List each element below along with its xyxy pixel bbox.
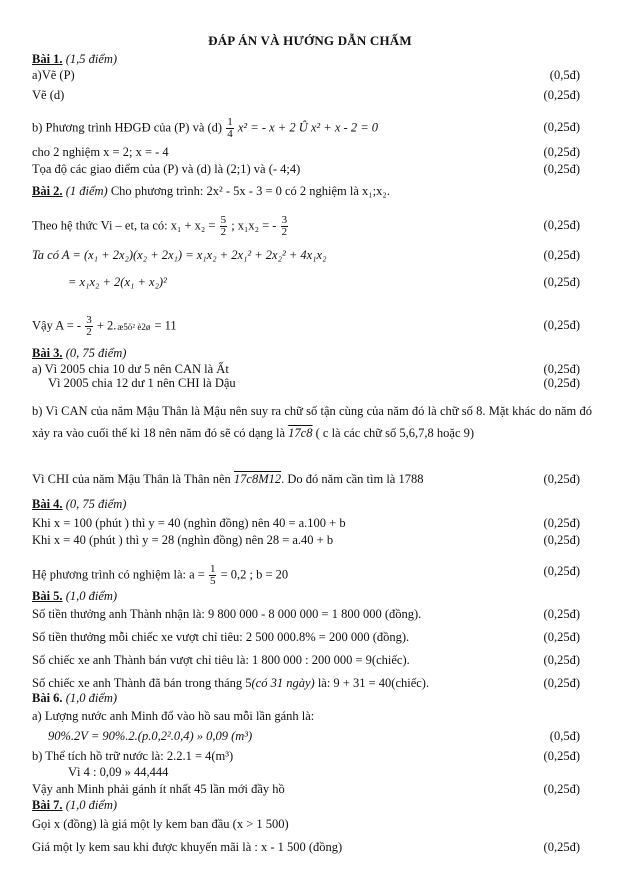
b3-p1-text: b) Vì CAN của năm Mậu Thân là Mậu nên suy ra chữ số tận cùng của năm đó là chữ số 8. Mặt khác do năm đó xảy ra vào cuối thế kỉ 18 nên năm đó sẽ có dạng là — [32, 404, 592, 440]
b6-b-score: (0,25đ) — [543, 749, 580, 763]
b6-head: Bài 6. — [32, 691, 63, 705]
b3-a2: Vì 2005 chia 12 dư 1 nên CHI là Dậu — [48, 376, 236, 390]
b3-a2-score: (0,25đ) — [543, 376, 580, 390]
b6-heading — [32, 691, 552, 706]
b2-a3-score: (0,25đ) — [543, 318, 580, 332]
b5-r3-score: (0,25đ) — [543, 653, 580, 667]
b4-r3-post: = 0,2 ; b = 20 — [220, 567, 289, 582]
b3-heading — [32, 346, 552, 361]
b5-r2-score: (0,25đ) — [543, 630, 580, 644]
b7-points: (1,0 điểm) — [62, 798, 118, 812]
b1-c: cho 2 nghiệm x = 2; x = - 4 — [32, 145, 169, 159]
b2-a2: = x₁x₂ + 2(x₁ + x₂)² — [68, 275, 167, 289]
b7-head: Bài 7. — [32, 798, 63, 812]
b2-heading — [32, 184, 552, 199]
b7-r1: Gọi x (đồng) là giá một ly kem ban đầu (x > 1 500) — [32, 817, 289, 831]
b4-heading — [32, 497, 552, 512]
b2-vieta — [32, 215, 552, 238]
b5-points: (1,0 điểm) — [62, 589, 118, 603]
b4-points: (0, 75 điểm) — [62, 497, 127, 511]
b4-head: Bài 4. — [32, 497, 63, 511]
b7-heading — [32, 798, 552, 813]
b3-para-2 — [32, 472, 552, 487]
b1-a2-score: (0,25đ) — [543, 88, 580, 102]
b5-head: Bài 5. — [32, 589, 63, 603]
frac-1-4: $\frac{1}{4}$ — [227, 116, 233, 140]
b3-p1-tail: ( c là các chữ số 5,6,7,8 hoặc 9) — [312, 426, 475, 440]
frac-3-2b: $\frac{3}{2}$ — [86, 314, 92, 338]
b4-r1-score: (0,25đ) — [543, 516, 580, 530]
b2-a3-stack: æ5ö² è2ø — [117, 321, 151, 332]
b1-b-score: (0,25đ) — [543, 120, 580, 134]
b5-r3: Số chiếc xe anh Thành bán vượt chỉ tiêu là: 1 800 000 : 200 000 = 9(chiếc). — [32, 653, 410, 667]
b5-r2: Số tiền thưởng mỗi chiếc xe vượt chỉ tiêu: 2 500 000.8% = 200 000 (đồng). — [32, 630, 410, 644]
b7-r2: Giá một ly kem sau khi được khuyến mãi là : x - 1 500 (đồng) — [32, 840, 343, 854]
b2-a3 — [32, 315, 552, 338]
b2-intro: Cho phương trình: 2x² - 5x - 3 = 0 có 2 nghiệm là x₁;x₂. — [107, 184, 390, 198]
b2-a2-score: (0,25đ) — [543, 275, 580, 289]
b5-r4-score: (0,25đ) — [543, 676, 580, 690]
b6-a-eq: 90%.2V = 90%.2.(p.0,2².0,4) » 0,09 (m³) — [48, 729, 253, 743]
b4-r3 — [32, 564, 552, 587]
b1-a2: Vẽ (d) — [32, 88, 65, 102]
b3-p2-score: (0,25đ) — [543, 472, 580, 486]
b2-a3-post: = 11 — [154, 318, 177, 333]
page-title: ĐÁP ÁN VÀ HƯỚNG DẪN CHẤM — [208, 33, 412, 48]
b5-r4 — [32, 676, 552, 691]
b1-a1: a)Vẽ (P) — [32, 68, 75, 82]
b6-b: b) Thể tích hồ trữ nước là: 2.2.1 = 4(m³) — [32, 749, 234, 763]
frac-3-2: $\frac{3}{2}$ — [281, 214, 288, 238]
b6-c: Vậy anh Minh phải gánh ít nhất 45 lần mới đầy hồ — [32, 782, 285, 796]
b7-r2-score: (0,25đ) — [543, 840, 580, 854]
b2-a3-pre: Vậy A = - — [32, 318, 82, 333]
b3-p2-tail: . Do đó năm cần tìm là 1788 — [281, 472, 424, 486]
b6-points: (1,0 điểm) — [62, 691, 118, 705]
b5-r1-score: (0,25đ) — [543, 607, 580, 621]
b2-vieta-score: (0,25đ) — [543, 218, 580, 232]
b1-b-pre: b) Phương trình HĐGĐ của (P) và (d) — [32, 120, 223, 135]
b5-heading — [32, 589, 552, 604]
b1-heading — [32, 52, 552, 67]
b2-a3-plus: + 2. — [96, 318, 117, 333]
frac-1-5: $\frac{1}{5}$ — [209, 563, 216, 587]
b2-a1-score: (0,25đ) — [543, 248, 580, 262]
b3-p2-overline: 17c8M12 — [233, 472, 282, 486]
b6-a: a) Lượng nước anh Minh đổ vào hồ sau mỗi lần gánh là: — [32, 709, 315, 723]
b4-r1: Khi x = 100 (phút ) thì y = 40 (nghìn đồng) nên 40 = a.100 + b — [32, 516, 346, 530]
b5-r4-pre: Số chiếc xe anh Thành đã bán trong tháng 5 — [32, 676, 252, 690]
b5-r4-post: là: 9 + 31 = 40(chiếc). — [314, 676, 430, 690]
b3-head: Bài 3. — [32, 346, 63, 360]
b4-r3-pre: Hệ phương trình có nghiệm là: a = — [32, 567, 205, 582]
b2-head: Bài 2. — [32, 184, 63, 198]
b3-p1-overline: 17c8 — [288, 426, 313, 440]
b1-head: Bài 1. — [32, 52, 63, 66]
b2-vieta-pre: Theo hệ thức Vi – et, ta có: x₁ + x₂ = — [32, 218, 216, 233]
b1-a1-score: (0,5đ) — [549, 68, 580, 82]
b3-p2-pre: Vì CHI của năm Mậu Thân là Thân nên — [32, 472, 231, 486]
b6-a-score: (0,5đ) — [549, 729, 580, 743]
b1-c-score: (0,25đ) — [543, 145, 580, 159]
b1-points: (1,5 điểm) — [62, 52, 118, 66]
b1-d: Tọa độ các giao điểm của (P) và (d) là (2;1) và (- 4;4) — [32, 162, 301, 176]
b3-a1-score: (0,25đ) — [543, 362, 580, 376]
frac-5-2: $\frac{5}{2}$ — [220, 214, 227, 238]
b4-r3-score: (0,25đ) — [543, 564, 580, 578]
b1-d-score: (0,25đ) — [543, 162, 580, 176]
b2-a1: Ta có A = (x₁ + 2x₂)(x₂ + 2x₁) = x₁x₂ + 2x₁² + 2x₂² + 4x₁x₂ — [32, 248, 327, 262]
b1-b-eq: x² = - x + 2 Û x² + x - 2 = 0 — [237, 120, 378, 135]
b3-para-1 — [32, 400, 592, 444]
b4-r2-score: (0,25đ) — [543, 533, 580, 547]
b6-b2: Vì 4 : 0,09 » 44,444 — [68, 765, 169, 779]
b6-c-score: (0,25đ) — [543, 782, 580, 796]
b4-r2: Khi x = 40 (phút ) thì y = 28 (nghìn đồng) nên 28 = a.40 + b — [32, 533, 334, 547]
b5-r1: Số tiền thưởng anh Thành nhận là: 9 800 000 - 8 000 000 = 1 800 000 (đồng). — [32, 607, 422, 621]
b3-points: (0, 75 điểm) — [62, 346, 127, 360]
b1-b — [32, 117, 552, 140]
b3-a1: a) Vì 2005 chia 10 dư 5 nên CAN là Ất — [32, 362, 229, 376]
b2-points: (1 điểm) — [62, 184, 108, 198]
b5-r4-italic: (có 31 ngày) — [251, 676, 315, 690]
b2-vieta-mid: ; x₁x₂ = - — [231, 218, 277, 233]
